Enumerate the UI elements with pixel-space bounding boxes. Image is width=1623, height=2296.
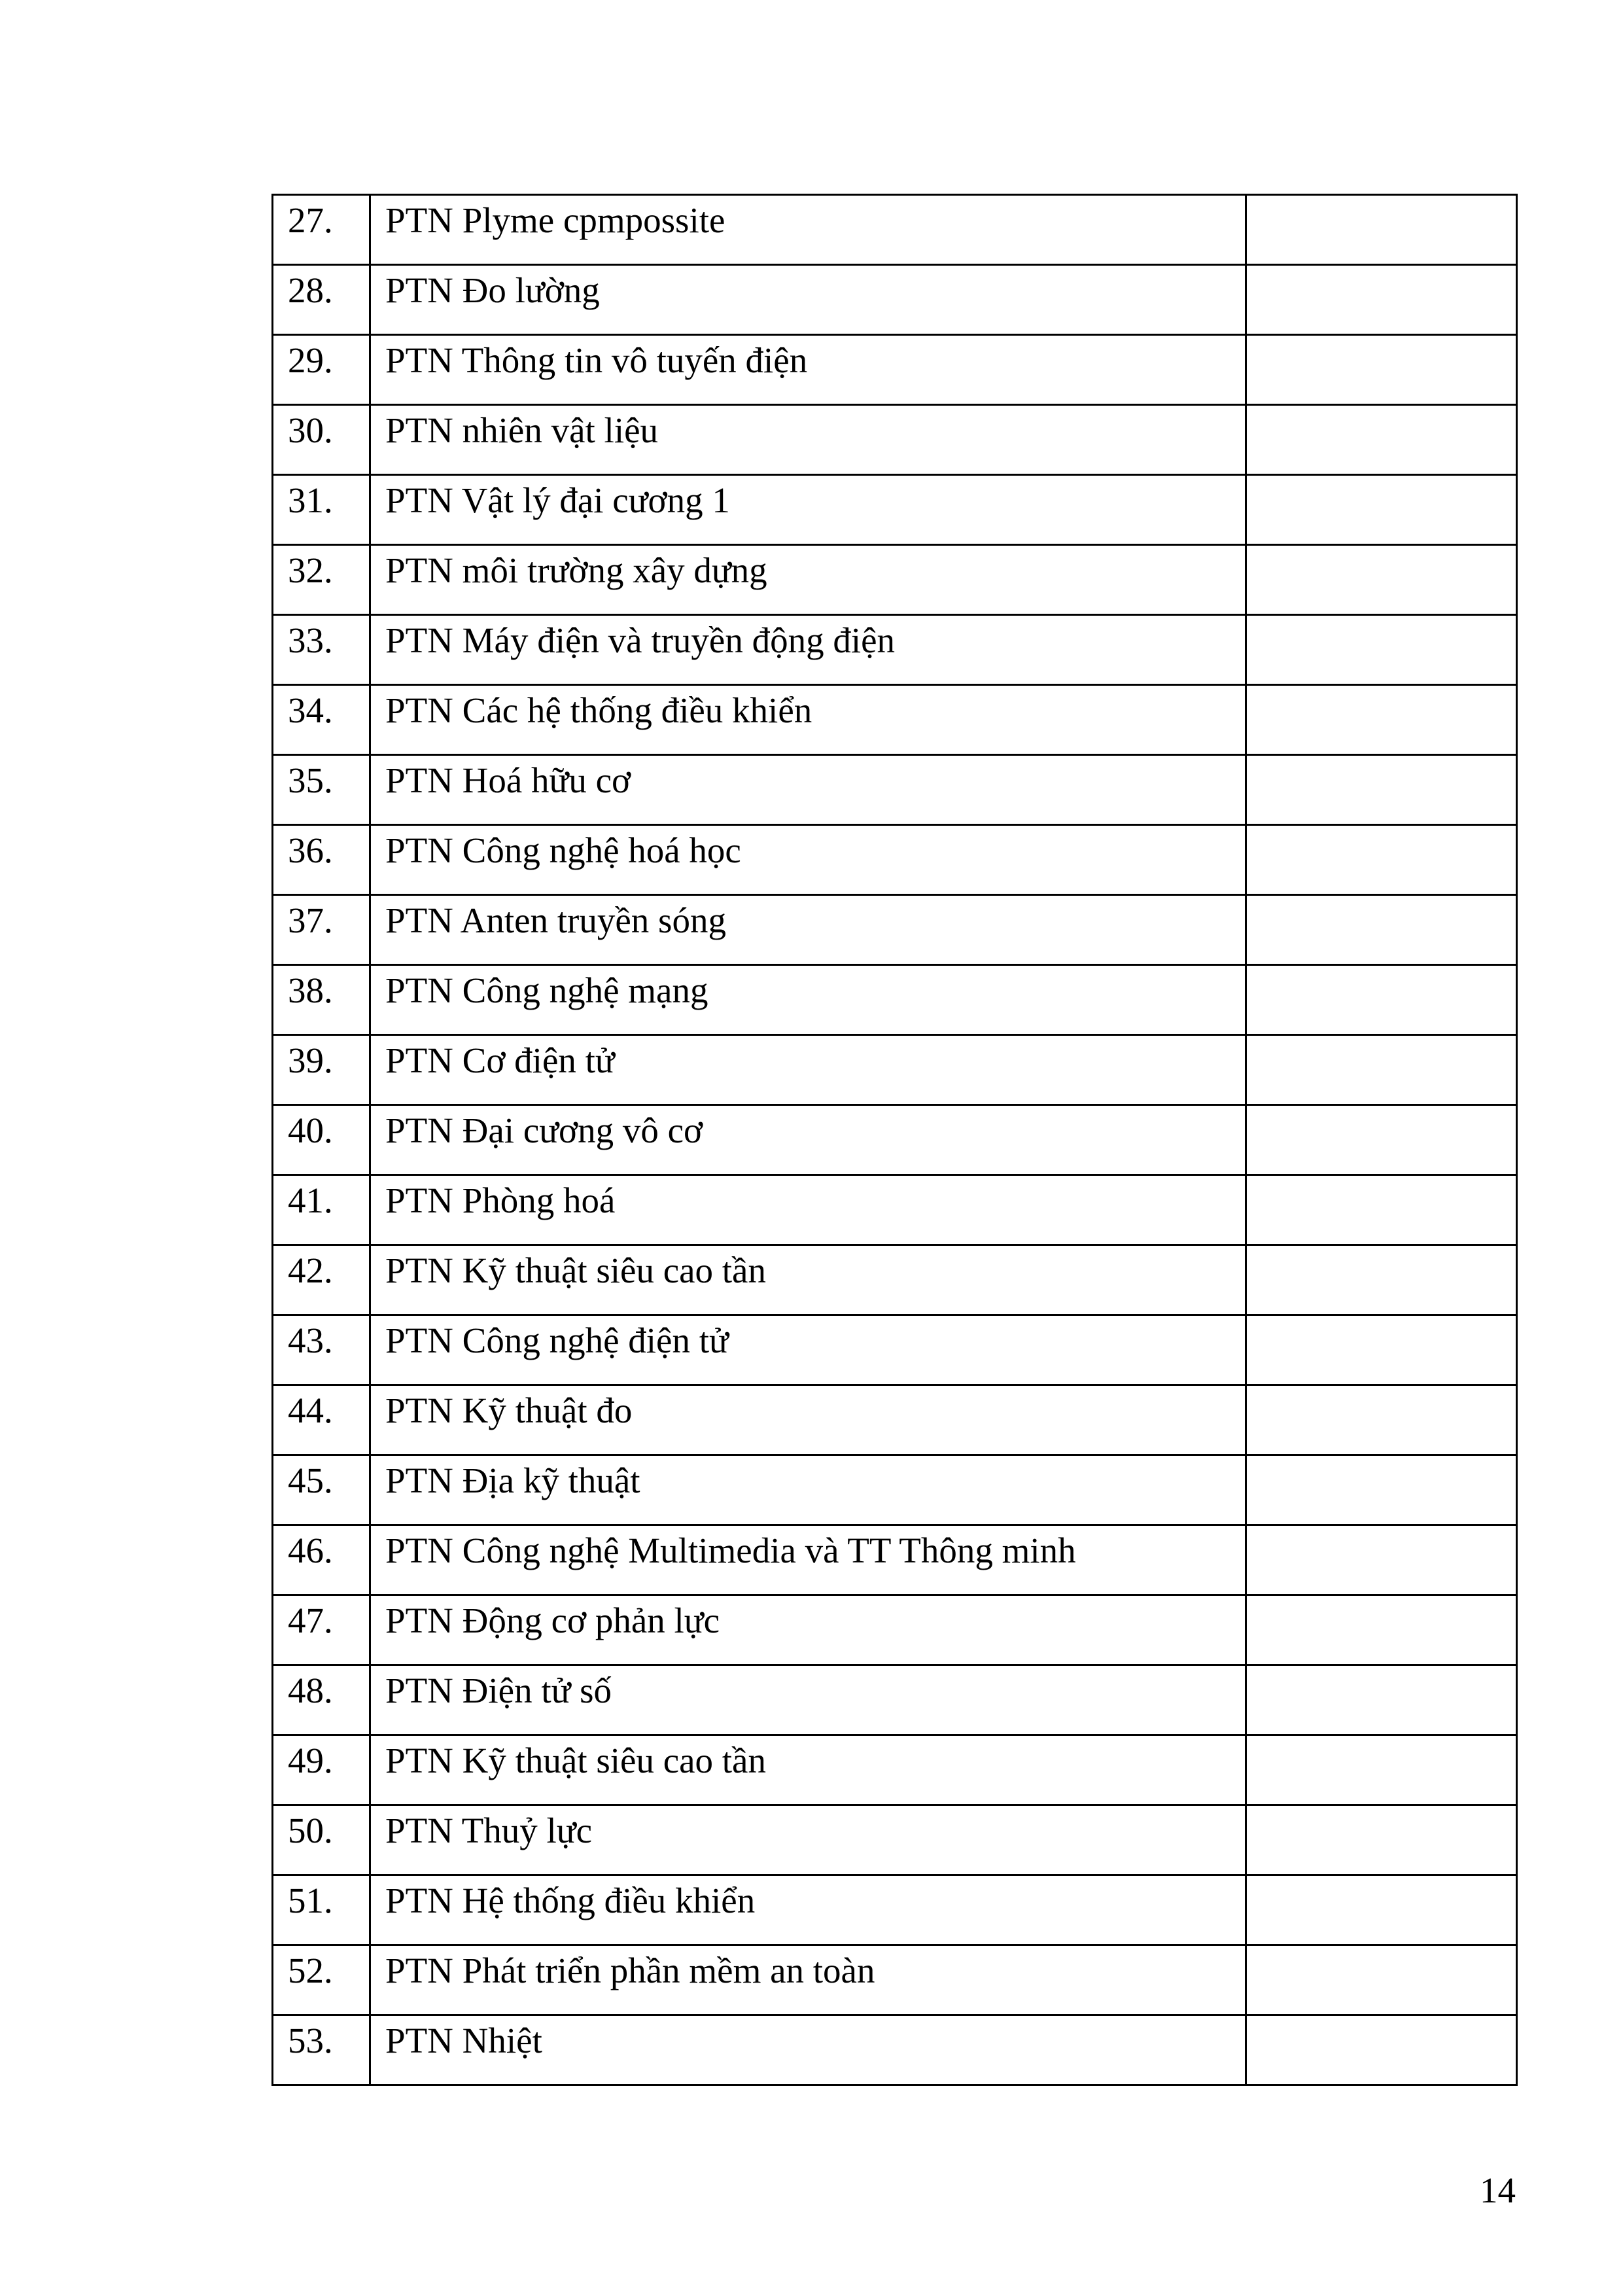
- empty-cell: [1246, 1245, 1517, 1315]
- row-number-cell: 28.: [273, 265, 370, 335]
- empty-cell: [1246, 405, 1517, 475]
- row-number-cell: 32.: [273, 545, 370, 615]
- row-number-cell: 29.: [273, 335, 370, 405]
- table-row: [273, 1945, 1517, 2015]
- lab-name-cell: PTN Đại cương vô cơ: [370, 1105, 1246, 1175]
- lab-name-cell: PTN Công nghệ hoá học: [370, 825, 1246, 895]
- row-number-cell: 33.: [273, 615, 370, 685]
- empty-cell: [1246, 1595, 1517, 1665]
- lab-name-cell: PTN Thông tin vô tuyến điện: [370, 335, 1246, 405]
- empty-cell: [1246, 965, 1517, 1035]
- lab-name-cell: PTN Nhiệt: [370, 2015, 1246, 2085]
- table-row: [273, 2015, 1517, 2085]
- table-row: [273, 195, 1517, 265]
- lab-name-cell: PTN Phòng hoá: [370, 1175, 1246, 1245]
- lab-name-cell: PTN Các hệ thống điều khiển: [370, 685, 1246, 755]
- lab-name-cell: PTN Kỹ thuật siêu cao tần: [370, 1735, 1246, 1805]
- empty-cell: [1246, 1945, 1517, 2015]
- empty-cell: [1246, 685, 1517, 755]
- empty-cell: [1246, 1105, 1517, 1175]
- empty-cell: [1246, 1735, 1517, 1805]
- row-number-cell: 39.: [273, 1035, 370, 1105]
- row-number-cell: 50.: [273, 1805, 370, 1875]
- table-row: [273, 825, 1517, 895]
- lab-name-cell: PTN Điện tử số: [370, 1665, 1246, 1735]
- table-row: [273, 1245, 1517, 1315]
- row-number-cell: 27.: [273, 195, 370, 265]
- table-row: [273, 895, 1517, 965]
- table-row: [273, 1385, 1517, 1455]
- lab-name-cell: PTN Hệ thống điều khiển: [370, 1875, 1246, 1945]
- page-number: 14: [1480, 2170, 1516, 2210]
- table-row: [273, 1735, 1517, 1805]
- table-row: [273, 1875, 1517, 1945]
- empty-cell: [1246, 475, 1517, 545]
- empty-cell: [1246, 335, 1517, 405]
- empty-cell: [1246, 1035, 1517, 1105]
- lab-name-cell: PTN Hoá hữu cơ: [370, 755, 1246, 825]
- empty-cell: [1246, 1665, 1517, 1735]
- table-row: [273, 615, 1517, 685]
- empty-cell: [1246, 2015, 1517, 2085]
- table-row: [273, 265, 1517, 335]
- table-row: [273, 755, 1517, 825]
- lab-name-cell: PTN Plyme cpmpossite: [370, 195, 1246, 265]
- row-number-cell: 42.: [273, 1245, 370, 1315]
- row-number-cell: 49.: [273, 1735, 370, 1805]
- table-row: [273, 1525, 1517, 1595]
- table-row: [273, 545, 1517, 615]
- lab-name-cell: PTN môi trường xây dựng: [370, 545, 1246, 615]
- table-row: [273, 1665, 1517, 1735]
- row-number-cell: 41.: [273, 1175, 370, 1245]
- row-number-cell: 51.: [273, 1875, 370, 1945]
- lab-name-cell: PTN Đo lường: [370, 265, 1246, 335]
- row-number-cell: 53.: [273, 2015, 370, 2085]
- row-number-cell: 48.: [273, 1665, 370, 1735]
- lab-name-cell: PTN Công nghệ mạng: [370, 965, 1246, 1035]
- lab-name-cell: PTN Công nghệ Multimedia và TT Thông minh: [370, 1525, 1246, 1595]
- empty-cell: [1246, 1805, 1517, 1875]
- empty-cell: [1246, 1175, 1517, 1245]
- row-number-cell: 40.: [273, 1105, 370, 1175]
- row-number-cell: 35.: [273, 755, 370, 825]
- empty-cell: [1246, 825, 1517, 895]
- lab-name-cell: PTN Cơ điện tử: [370, 1035, 1246, 1105]
- table-row: [273, 475, 1517, 545]
- empty-cell: [1246, 1525, 1517, 1595]
- row-number-cell: 52.: [273, 1945, 370, 2015]
- lab-name-cell: PTN Kỹ thuật siêu cao tần: [370, 1245, 1246, 1315]
- lab-name-cell: PTN Thuỷ lực: [370, 1805, 1246, 1875]
- laboratory-list-table: [271, 194, 1518, 2086]
- lab-name-cell: PTN Phát triển phần mềm an toàn: [370, 1945, 1246, 2015]
- table-row: [273, 1455, 1517, 1525]
- table-row: [273, 1315, 1517, 1385]
- row-number-cell: 47.: [273, 1595, 370, 1665]
- row-number-cell: 46.: [273, 1525, 370, 1595]
- lab-name-cell: PTN Anten truyền sóng: [370, 895, 1246, 965]
- row-number-cell: 30.: [273, 405, 370, 475]
- lab-name-cell: PTN Máy điện và truyền động điện: [370, 615, 1246, 685]
- lab-name-cell: PTN nhiên vật liệu: [370, 405, 1246, 475]
- empty-cell: [1246, 755, 1517, 825]
- row-number-cell: 38.: [273, 965, 370, 1035]
- table-row: [273, 965, 1517, 1035]
- table-row: [273, 405, 1517, 475]
- row-number-cell: 43.: [273, 1315, 370, 1385]
- table-row: [273, 1175, 1517, 1245]
- row-number-cell: 45.: [273, 1455, 370, 1525]
- row-number-cell: 37.: [273, 895, 370, 965]
- lab-name-cell: PTN Kỹ thuật đo: [370, 1385, 1246, 1455]
- table-row: [273, 1805, 1517, 1875]
- lab-name-cell: PTN Công nghệ điện tử: [370, 1315, 1246, 1385]
- empty-cell: [1246, 895, 1517, 965]
- lab-name-cell: PTN Địa kỹ thuật: [370, 1455, 1246, 1525]
- table-row: [273, 1105, 1517, 1175]
- empty-cell: [1246, 195, 1517, 265]
- empty-cell: [1246, 1315, 1517, 1385]
- lab-name-cell: PTN Động cơ phản lực: [370, 1595, 1246, 1665]
- table-row: [273, 685, 1517, 755]
- table-row: [273, 335, 1517, 405]
- empty-cell: [1246, 1455, 1517, 1525]
- row-number-cell: 31.: [273, 475, 370, 545]
- lab-name-cell: PTN Vật lý đại cương 1: [370, 475, 1246, 545]
- empty-cell: [1246, 615, 1517, 685]
- row-number-cell: 44.: [273, 1385, 370, 1455]
- row-number-cell: 34.: [273, 685, 370, 755]
- table-body: [273, 195, 1517, 2085]
- empty-cell: [1246, 545, 1517, 615]
- empty-cell: [1246, 265, 1517, 335]
- table-row: [273, 1035, 1517, 1105]
- table-row: [273, 1595, 1517, 1665]
- empty-cell: [1246, 1385, 1517, 1455]
- row-number-cell: 36.: [273, 825, 370, 895]
- empty-cell: [1246, 1875, 1517, 1945]
